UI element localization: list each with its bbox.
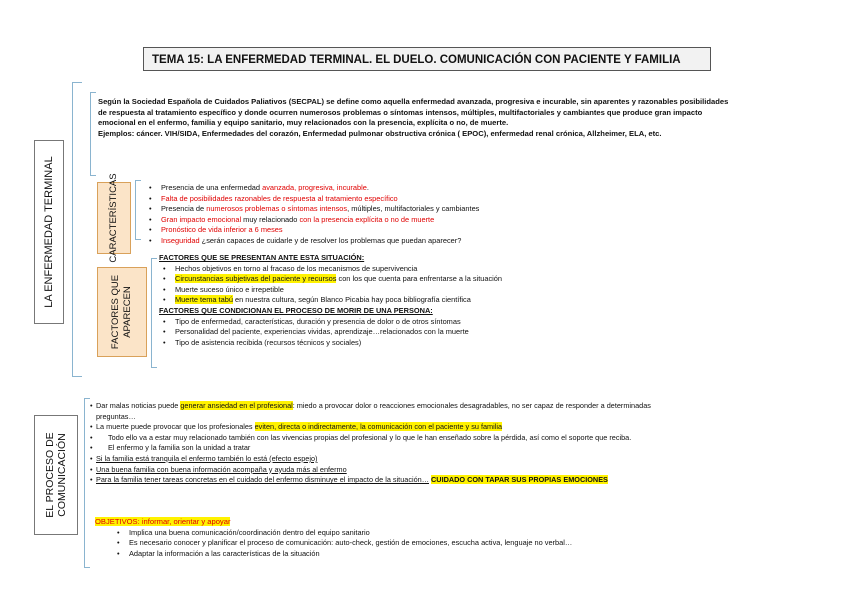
list-item: • Gran impacto emocional muy relacionado con la presencia explícita o no de muerte (149, 215, 479, 226)
list-item: • Para la familia tener tareas concretas en el cuidado del enfermo disminuye el impacto de la situación… CUIDADO CON TAPAR SUS PROPIAS EMOCIONES (90, 475, 830, 486)
list-item: • Circunstancias subjetivas del paciente y recursos con los que cuenta para enfrentarse a la situación (163, 274, 502, 285)
list-item: • Inseguridad ¿serán capaces de cuidarle y de resolver los problemas que puedan aparecer? (149, 236, 479, 247)
factores-label-box: FACTORES QUE APARECEN (97, 267, 147, 357)
list-item: • La muerte puede provocar que los profesionales eviten, directa o indirectamente, la comunicación con el paciente y su familia (90, 422, 830, 433)
objetivos-block (95, 517, 572, 559)
factores-content (159, 253, 502, 348)
list-item: • El enfermo y la familia son la unidad a tratar (90, 443, 830, 454)
comunicacion-content (90, 401, 830, 486)
list-item: • Si la familia está tranquila el enfermo también lo está (efecto espejo) (90, 454, 830, 465)
list-item: • Muerte suceso único e irrepetible (163, 285, 502, 296)
objetivos-list (117, 528, 572, 560)
list-item: • Personalidad del paciente, experiencias vividas, aprendizaje…relacionados con la muerte (163, 327, 502, 338)
factores-heading-1: FACTORES QUE SE PRESENTAN ANTE ESTA SITUACIÓN: (159, 253, 365, 262)
list-item: preguntas… (96, 411, 136, 421)
list-item: • Todo ello va a estar muy relacionado también con las vivencias propias del profesional y lo que le han enseñado sobre la pérdida, así como el soporte que reciba. (90, 433, 830, 444)
list-item: • Tipo de enfermedad, características, duración y presencia de dolor o de otros síntomas (163, 317, 502, 328)
factores-list-2 (163, 317, 502, 349)
objetivos-heading: OBJETIVOS: informar, orientar y apoyar (95, 517, 231, 526)
brace-definition (90, 92, 96, 176)
brace-factores (151, 258, 157, 368)
section-label-enfermedad-terminal: LA ENFERMEDAD TERMINAL (34, 140, 64, 324)
list-item: • Es necesario conocer y planificar el proceso de comunicación: auto-check, gestión de emociones, escucha activa, lenguaje no verbal… (117, 538, 572, 549)
list-item: • Adaptar la información a las características de la situación (117, 549, 572, 560)
caracteristicas-label-box: CARACTERÍSTICAS (97, 182, 131, 254)
factores-list-1 (163, 264, 502, 306)
factores-heading-2: FACTORES QUE CONDICIONAN EL PROCESO DE MORIR DE UNA PERSONA: (159, 305, 433, 315)
caracteristicas-list (149, 183, 479, 247)
list-item: • Dar malas noticias puede generar ansiedad en el profesional: miedo a provocar dolor o reacciones emocionales desagradables, no ser capaz de responder a determinadas (90, 401, 830, 412)
list-item: • Implica una buena comunicación/coordinación dentro del equipo sanitario (117, 528, 572, 539)
brace-section1 (72, 82, 82, 377)
brace-caracteristicas (135, 180, 141, 240)
list-item: • Hechos objetivos en torno al fracaso de los mecanismos de supervivencia (163, 264, 502, 275)
list-item: • Una buena familia con buena información acompaña y ayuda más al enfermo (90, 465, 830, 476)
list-item: • Presencia de una enfermedad avanzada, progresiva, incurable. (149, 183, 479, 194)
section-label-proceso-comunicacion: EL PROCESO DE COMUNICACIÓN (34, 415, 78, 535)
list-item: • Presencia de numerosos problemas o síntomas intensos, múltiples, multifactoriales y cambiantes (149, 204, 479, 215)
page-title: TEMA 15: LA ENFERMEDAD TERMINAL. EL DUELO. COMUNICACIÓN CON PACIENTE Y FAMILIA (143, 47, 711, 71)
list-item: • Tipo de asistencia recibida (recursos técnicos y sociales) (163, 338, 502, 349)
list-item: • Pronóstico de vida inferior a 6 meses (149, 225, 479, 236)
list-item: • Falta de posibilidades razonables de respuesta al tratamiento específico (149, 194, 479, 205)
list-item: • Muerte tema tabú en nuestra cultura, según Blanco Picabia hay poca bibliografía científica (163, 295, 502, 306)
definition-paragraph: Según la Sociedad Española de Cuidados Paliativos (SECPAL) se define como aquella enfermedad avanzada, progresiva e incurable, sin aparentes y razonables posibilidades de respuesta al tratamiento específico y donde ocurren numerosos problemas o síntomas intensos, múltiples, multifactoriales y cambiantes que produce gran impacto emocional en el enfermo, familia y equipo sanitario, muy relacionados con la presencia, explícita o no, de muerte. Ejemplos: cáncer. VIH/SIDA, Enfermedades del corazón, Enfermedad pulmonar obstructiva crónica ( EPOC), enfermedad renal crónica, Allzheimer, ELA, etc. (98, 97, 729, 138)
